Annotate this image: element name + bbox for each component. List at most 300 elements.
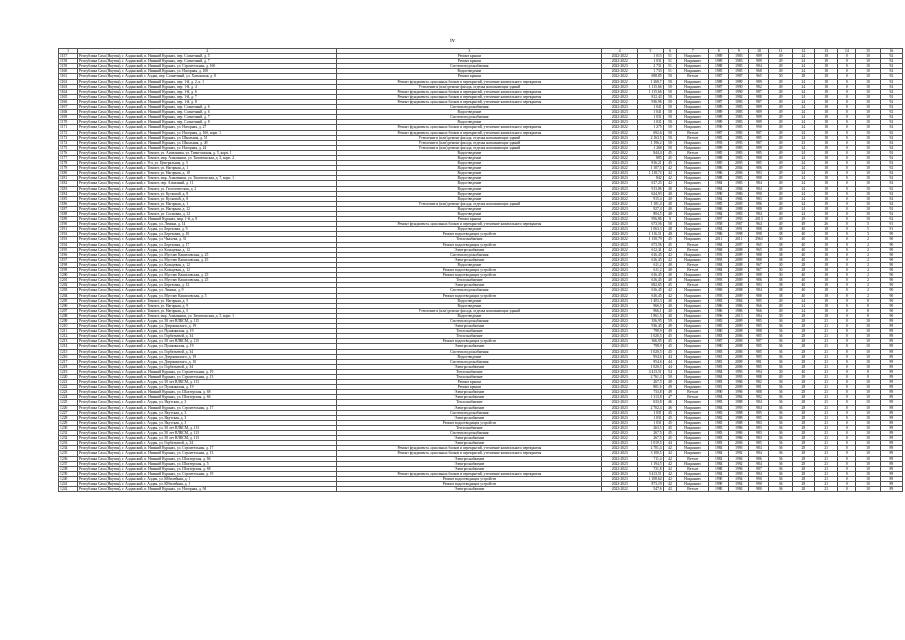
score-cell: 0 [838, 461, 856, 466]
wear-cell: 42 [663, 247, 677, 252]
period-cell: 2022-2023 [602, 176, 638, 181]
row-number-cell: 1185 [59, 196, 78, 201]
total-score-cell: 90 [880, 308, 902, 313]
score-cell: 18 [815, 252, 838, 257]
score-cell: 49 [769, 375, 792, 380]
build-year-cell: 1983 [709, 400, 729, 405]
build-year-cell: 1989 [709, 59, 729, 64]
period-cell: 2022-2023 [602, 298, 638, 303]
score-cell: 28 [792, 385, 814, 390]
score-cell: 0 [838, 161, 856, 166]
period-cell: 2022-2023 [602, 186, 638, 191]
build-year-cell: 1984 [709, 405, 729, 410]
score-cell: 10 [856, 359, 880, 364]
repair-year-cell: 1988 [729, 420, 749, 425]
year-cell: 988 [749, 155, 769, 160]
area-cell: 798,9 [638, 329, 663, 334]
wear-cell: 42 [663, 466, 677, 471]
work-type-cell: Система водоснабжения [337, 64, 602, 69]
build-year-cell: 1984 [709, 196, 729, 201]
score-cell: 18 [815, 247, 838, 252]
condition-cell: Нахраниес [677, 385, 709, 390]
year-cell: 989 [749, 115, 769, 120]
address-cell: Республика Саха (Якутия), г. Алданский, г. Алдан, ул. Мустаю Кашиловская, д. 25 [78, 257, 337, 262]
score-cell: 10 [856, 64, 880, 69]
score-cell: 10 [856, 481, 880, 486]
score-cell: 18 [815, 288, 838, 293]
repair-year-cell: 2009 [729, 324, 749, 329]
work-type-cell: Утепление и (или) ремонт фасада, отделка наполняющих зданий [337, 140, 602, 145]
score-cell: 0 [838, 84, 856, 89]
score-cell: 36 [769, 329, 792, 334]
year-cell: 988 [749, 390, 769, 395]
area-cell: 1 019,5 [638, 441, 663, 446]
condition-cell: Ветхое [677, 487, 709, 492]
column-header: 1 [59, 49, 78, 54]
wear-cell: 45 [663, 339, 677, 344]
area-cell: 936,96 [638, 99, 663, 104]
wear-cell: 50 [663, 120, 677, 125]
year-cell: 987 [749, 339, 769, 344]
score-cell: 10 [856, 461, 880, 466]
total-score-cell: 92 [880, 176, 902, 181]
score-cell: 18 [815, 212, 838, 217]
area-cell: 267,5 [638, 436, 663, 441]
score-cell: 36 [769, 385, 792, 390]
score-cell: 49 [769, 191, 792, 196]
period-cell: 2022-2023 [602, 222, 638, 227]
repair-year-cell: 2008 [729, 288, 749, 293]
work-type-cell: Ремонт крыши [337, 59, 602, 64]
period-cell: 2022-2023 [602, 140, 638, 145]
score-cell: 10 [856, 344, 880, 349]
condition-cell: Ветхое [677, 262, 709, 267]
address-cell: Республика Саха (Якутия), г. Алданский, г. Алдан, ул. Мустаю Кашиловская, д. 25 [78, 252, 337, 257]
score-cell: 10 [856, 186, 880, 191]
score-cell: 10 [856, 420, 880, 425]
address-cell: Республика Саха (Якутия), г. Алданский, п. Нижний Куранах, ул. Нагорная, д. 16б, корп. 1 [78, 130, 337, 135]
build-year-cell: 1987 [709, 74, 729, 79]
work-type-cell: Система водоснабжения [337, 115, 602, 120]
work-type-cell: Ремонт фундамента, цокольных блоков и перекрытий, утепление капитального перекрытия [337, 125, 602, 130]
total-score-cell: 90 [880, 268, 902, 273]
period-cell: 2022-2023 [602, 354, 638, 359]
score-cell: 0 [838, 420, 856, 425]
score-cell: 18 [815, 196, 838, 201]
period-cell: 2022-2022 [602, 385, 638, 390]
work-type-cell: Ремонт водоотводящих устройств [337, 339, 602, 344]
wear-cell: 42 [663, 446, 677, 451]
score-cell: 18 [815, 64, 838, 69]
area-cell: 3 100,5 [638, 451, 663, 456]
year-cell: 986 [749, 201, 769, 206]
repair-year-cell: 1986 [729, 436, 749, 441]
score-cell: 28 [792, 476, 814, 481]
score-cell: 38 [769, 293, 792, 298]
condition-cell: Нахраниес [677, 344, 709, 349]
score-cell: 29 [792, 375, 814, 380]
wear-cell: 40 [663, 191, 677, 196]
condition-cell: Ветхое [677, 395, 709, 400]
year-cell: 981 [749, 385, 769, 390]
score-cell: 2 [856, 283, 880, 288]
row-number-cell: 1227 [59, 410, 78, 415]
score-cell: 40 [792, 257, 814, 262]
score-cell: 38 [769, 252, 792, 257]
repair-year-cell: 2008 [729, 283, 749, 288]
score-cell: 0 [838, 268, 856, 273]
area-cell: 1 116,51 [638, 232, 663, 237]
score-cell: 28 [792, 395, 814, 400]
score-cell: 36 [769, 451, 792, 456]
condition-cell: Нахраниес [677, 451, 709, 456]
score-cell: 36 [769, 359, 792, 364]
score-cell: 10 [856, 120, 880, 125]
score-cell: 18 [815, 120, 838, 125]
total-score-cell: 92 [880, 89, 902, 94]
row-number-cell: 1162 [59, 79, 78, 84]
condition-cell: Ветхое [677, 242, 709, 247]
address-cell: Республика Саха (Якутия), г. Алданский, г. Алдан, ул. Пушкинская, д. 19 [78, 344, 337, 349]
score-cell: 0 [838, 339, 856, 344]
work-type-cell: Ремонт фундамента, цокольных блоков и перекрытий, утепление капитального перекрытия [337, 471, 602, 476]
total-score-cell: 92 [880, 212, 902, 217]
wear-cell: 45 [663, 150, 677, 155]
area-cell: 1 020,5 [638, 334, 663, 339]
total-score-cell: 92 [880, 74, 902, 79]
total-score-cell: 92 [880, 150, 902, 155]
score-cell: 49 [769, 64, 792, 69]
condition-cell: Нахраниес [677, 84, 709, 89]
build-year-cell: 1988 [709, 176, 729, 181]
total-score-cell: 92 [880, 196, 902, 201]
repair-year-cell: 2009 [729, 318, 749, 323]
score-cell: 0 [838, 69, 856, 74]
year-cell: 989 [749, 79, 769, 84]
row-number-cell: 1182 [59, 181, 78, 186]
total-score-cell: 89 [880, 329, 902, 334]
score-cell: 24 [792, 135, 814, 140]
wear-cell: 45 [663, 415, 677, 420]
score-cell: 18 [815, 79, 838, 84]
score-cell: 38 [769, 283, 792, 288]
period-cell: 2022-2023 [602, 252, 638, 257]
work-type-cell: Ремонт водоотводящих устройств [337, 232, 602, 237]
total-score-cell: 90 [880, 257, 902, 262]
column-header: 5 [638, 49, 663, 54]
period-cell: 2022-2023 [602, 206, 638, 211]
repair-year-cell: 2005 [729, 161, 749, 166]
area-cell: 673,56 [638, 222, 663, 227]
wear-cell: 50 [663, 105, 677, 110]
score-cell: 49 [769, 161, 792, 166]
build-year-cell: 1984 [709, 242, 729, 247]
area-cell: 844,4 [638, 150, 663, 155]
year-cell: 985 [749, 410, 769, 415]
repair-year-cell: 1983 [729, 59, 749, 64]
score-cell: 28 [792, 471, 814, 476]
score-cell: 40 [792, 369, 814, 374]
work-type-cell: Система водоснабжения [337, 410, 602, 415]
work-type-cell: Теплоснабжение [337, 375, 602, 380]
score-cell: 28 [792, 390, 814, 395]
address-cell: Республика Саха (Якутия), г. Алданский, г. Алдан, ул. Дзержинского, д. 19 [78, 324, 337, 329]
area-cell: 733,8 [638, 390, 663, 395]
score-cell: 36 [769, 436, 792, 441]
row-number-cell: 1172 [59, 130, 78, 135]
repair-year-cell: 1993 [729, 405, 749, 410]
work-type-cell: Ремонт фундамента, цокольных блоков и перекрытий, утепление капитального перекрытия [337, 94, 602, 99]
address-cell: Республика Саха (Якутия), г. Алданский, г. Томмот, ул. Нагорная, д. 10 [78, 171, 337, 176]
period-cell: 2022-2023 [602, 451, 638, 456]
row-number-cell: 1159 [59, 64, 78, 69]
row-number-cell: 1208 [59, 313, 78, 318]
area-cell: 927,4 [638, 206, 663, 211]
work-type-cell: Электроснабжение [337, 436, 602, 441]
total-score-cell: 89 [880, 436, 902, 441]
year-cell: 985 [749, 161, 769, 166]
wear-cell: 50 [663, 145, 677, 150]
wear-cell: 40 [663, 273, 677, 278]
score-cell: 2 [856, 273, 880, 278]
score-cell: 24 [792, 54, 814, 59]
condition-cell: Нахраниес [677, 410, 709, 415]
condition-cell: Нахраниес [677, 476, 709, 481]
score-cell: 36 [769, 318, 792, 323]
score-cell: 24 [792, 176, 814, 181]
column-header: 3 [337, 49, 602, 54]
row-number-cell: 1161 [59, 74, 78, 79]
condition-cell: Нахраниес [677, 54, 709, 59]
score-cell: 38 [769, 288, 792, 293]
address-cell: Республика Саха (Якутия), г. Алданский, п. Нижний Куранах, ул. Шахтерская, д. 66 [78, 456, 337, 461]
period-cell: 2022-2023 [602, 181, 638, 186]
repair-year-cell: 1983 [729, 176, 749, 181]
score-cell: 10 [856, 105, 880, 110]
wear-cell: 40 [663, 308, 677, 313]
score-cell: 21 [815, 349, 838, 354]
work-type-cell: Электроснабжение [337, 441, 602, 446]
row-number-cell: 1211 [59, 329, 78, 334]
build-year-cell: 1987 [709, 89, 729, 94]
address-cell: Республика Саха (Якутия), г. Алданский, п. Нижний Куранах, ул. Нагорная, д. 27 [78, 125, 337, 130]
area-cell: 633,8 [638, 400, 663, 405]
wear-cell: 42 [663, 288, 677, 293]
total-score-cell: 89 [880, 344, 902, 349]
wear-cell: 42 [663, 451, 677, 456]
condition-cell: Нахраниес [677, 120, 709, 125]
build-year-cell: 1990 [709, 481, 729, 486]
year-cell: 985 [749, 334, 769, 339]
score-cell: 10 [856, 161, 880, 166]
work-type-cell: Ремонт водоотводящих устройств [337, 481, 602, 486]
repair-year-cell: 1983 [729, 54, 749, 59]
score-cell: 10 [856, 466, 880, 471]
condition-cell: Нахраниес [677, 186, 709, 191]
score-cell: 49 [769, 201, 792, 206]
year-cell: 966 [749, 308, 769, 313]
area-cell: 2 701,4 [638, 446, 663, 451]
repair-year-cell: 1993 [729, 140, 749, 145]
work-type-cell: Водоотведение [337, 206, 602, 211]
total-score-cell: 90 [880, 303, 902, 308]
condition-cell: Нахраниес [677, 354, 709, 359]
area-cell: 1 107,5 [638, 166, 663, 171]
total-score-cell: 89 [880, 359, 902, 364]
score-cell: 21 [815, 354, 838, 359]
row-number-cell: 1184 [59, 191, 78, 196]
wear-cell: 45 [663, 344, 677, 349]
total-score-cell: 92 [880, 64, 902, 69]
area-cell: 1 158,79 [638, 237, 663, 242]
score-cell: 30 [769, 268, 792, 273]
condition-cell: Нахраниес [677, 206, 709, 211]
year-cell: 964 [749, 222, 769, 227]
condition-cell: Нахраниес [677, 481, 709, 486]
score-cell: 10 [856, 425, 880, 430]
row-number-cell: 1192 [59, 232, 78, 237]
period-cell: 2022-2022 [602, 324, 638, 329]
build-year-cell: 1983 [709, 283, 729, 288]
year-cell: 985 [749, 135, 769, 140]
repair-year-cell: 1984 [729, 298, 749, 303]
work-type-cell: Теплоснабжение [337, 334, 602, 339]
repair-year-cell: 1983 [729, 130, 749, 135]
column-header: 10 [749, 49, 769, 54]
condition-cell: Ветхое [677, 130, 709, 135]
area-cell: 913,86 [638, 186, 663, 191]
period-cell: 2022-2022 [602, 288, 638, 293]
score-cell: 5 [856, 227, 880, 232]
address-cell: Республика Саха (Якутия), г. Алданский, г. Алдан, ул. Якутская, д. 3 [78, 420, 337, 425]
total-score-cell: 92 [880, 115, 902, 120]
score-cell: 2 [856, 247, 880, 252]
score-cell: 40 [792, 273, 814, 278]
score-cell: 18 [815, 150, 838, 155]
row-number-cell: 1214 [59, 344, 78, 349]
score-cell: 21 [815, 461, 838, 466]
score-cell: 10 [856, 436, 880, 441]
score-cell: 24 [792, 155, 814, 160]
year-cell: 987 [749, 89, 769, 94]
score-cell: 49 [769, 308, 792, 313]
score-cell: 30 [769, 262, 792, 267]
period-cell: 2022-2023 [602, 268, 638, 273]
score-cell: 21 [815, 400, 838, 405]
wear-cell: 50 [663, 135, 677, 140]
work-type-cell: Ремонт фундамента, цокольных блоков и перекрытий, утепление капитального перекрытия [337, 79, 602, 84]
score-cell: 0 [838, 446, 856, 451]
build-year-cell: 1990 [709, 476, 729, 481]
wear-cell: 40 [663, 206, 677, 211]
score-cell: 0 [838, 150, 856, 155]
period-cell: 2022-2022 [602, 247, 638, 252]
total-score-cell: 89 [880, 420, 902, 425]
condition-cell: Нахраниес [677, 313, 709, 318]
wear-cell: 48 [663, 232, 677, 237]
year-cell: 989 [749, 59, 769, 64]
score-cell: 21 [815, 359, 838, 364]
score-cell: 8 [856, 298, 880, 303]
area-cell: 616,45 [638, 252, 663, 257]
condition-cell: Нахраниес [677, 59, 709, 64]
year-cell: 983 [749, 425, 769, 430]
condition-cell: Нахраниес [677, 79, 709, 84]
score-cell: 10 [856, 59, 880, 64]
row-number-cell: 1220 [59, 375, 78, 380]
area-cell: 1 041 [638, 110, 663, 115]
score-cell: 24 [792, 125, 814, 130]
row-number-cell: 1198 [59, 262, 78, 267]
address-cell: Республика Саха (Якутия), г. Алданский, п. Нижний Куранах, мкр. 1-й, д. 8 [78, 217, 337, 222]
year-cell: 983 [749, 436, 769, 441]
total-score-cell: 92 [880, 59, 902, 64]
repair-year-cell: 1983 [729, 64, 749, 69]
score-cell: 28 [792, 354, 814, 359]
score-cell: 8 [856, 369, 880, 374]
condition-cell: Нахраниес [677, 339, 709, 344]
row-number-cell: 1231 [59, 431, 78, 436]
score-cell: 10 [856, 99, 880, 104]
score-cell: 28 [792, 446, 814, 451]
period-cell: 2022-2023 [602, 395, 638, 400]
score-cell: 28 [792, 380, 814, 385]
row-number-cell: 1186 [59, 201, 78, 206]
period-cell: 2022-2023 [602, 375, 638, 380]
score-cell: 36 [769, 334, 792, 339]
area-cell: 954,6 [638, 354, 663, 359]
address-cell: Республика Саха (Якутия), г. Алданский, г. Алдан, ул. Якутская, д. 3 [78, 415, 337, 420]
row-number-cell: 1217 [59, 359, 78, 364]
row-number-cell: 1201 [59, 278, 78, 283]
score-cell: 10 [856, 176, 880, 181]
score-cell: 21 [815, 410, 838, 415]
score-cell: 21 [815, 476, 838, 481]
build-year-cell: 1989 [709, 54, 729, 59]
score-cell: 49 [769, 176, 792, 181]
area-cell: 1 313,8 [638, 395, 663, 400]
repair-year-cell: 2006 [729, 441, 749, 446]
condition-cell: Нахраниес [677, 303, 709, 308]
score-cell: 10 [856, 140, 880, 145]
score-cell: 36 [769, 339, 792, 344]
address-cell: Республика Саха (Якутия), г. Алданский, п. Нижний Куранах, ул. Шахтерская, д. 66 [78, 395, 337, 400]
year-cell: 984 [749, 405, 769, 410]
score-cell: 8 [856, 313, 880, 318]
repair-year-cell: 1983 [729, 125, 749, 130]
column-header: 13 [815, 49, 838, 54]
year-cell: 986 [749, 456, 769, 461]
area-cell: 616,45 [638, 278, 663, 283]
year-cell: 981 [749, 359, 769, 364]
score-cell: 2 [856, 257, 880, 262]
score-cell: 24 [792, 308, 814, 313]
period-cell: 2022-2023 [602, 105, 638, 110]
score-cell: 18 [815, 59, 838, 64]
year-cell: 988 [749, 252, 769, 257]
score-cell: 18 [815, 227, 838, 232]
score-cell: 10 [856, 471, 880, 476]
score-cell: 18 [815, 278, 838, 283]
score-cell: 0 [838, 135, 856, 140]
row-number-cell: 1234 [59, 446, 78, 451]
address-cell: Республика Саха (Якутия), г. Алданский, п. Нижний Куранах, пер. Солнечный, д. 8 [78, 120, 337, 125]
condition-cell: Нахраниес [677, 431, 709, 436]
score-cell: 10 [856, 135, 880, 140]
work-type-cell: Водоотведение [337, 298, 602, 303]
row-number-cell: 1203 [59, 288, 78, 293]
area-cell: 1 041 [638, 105, 663, 110]
